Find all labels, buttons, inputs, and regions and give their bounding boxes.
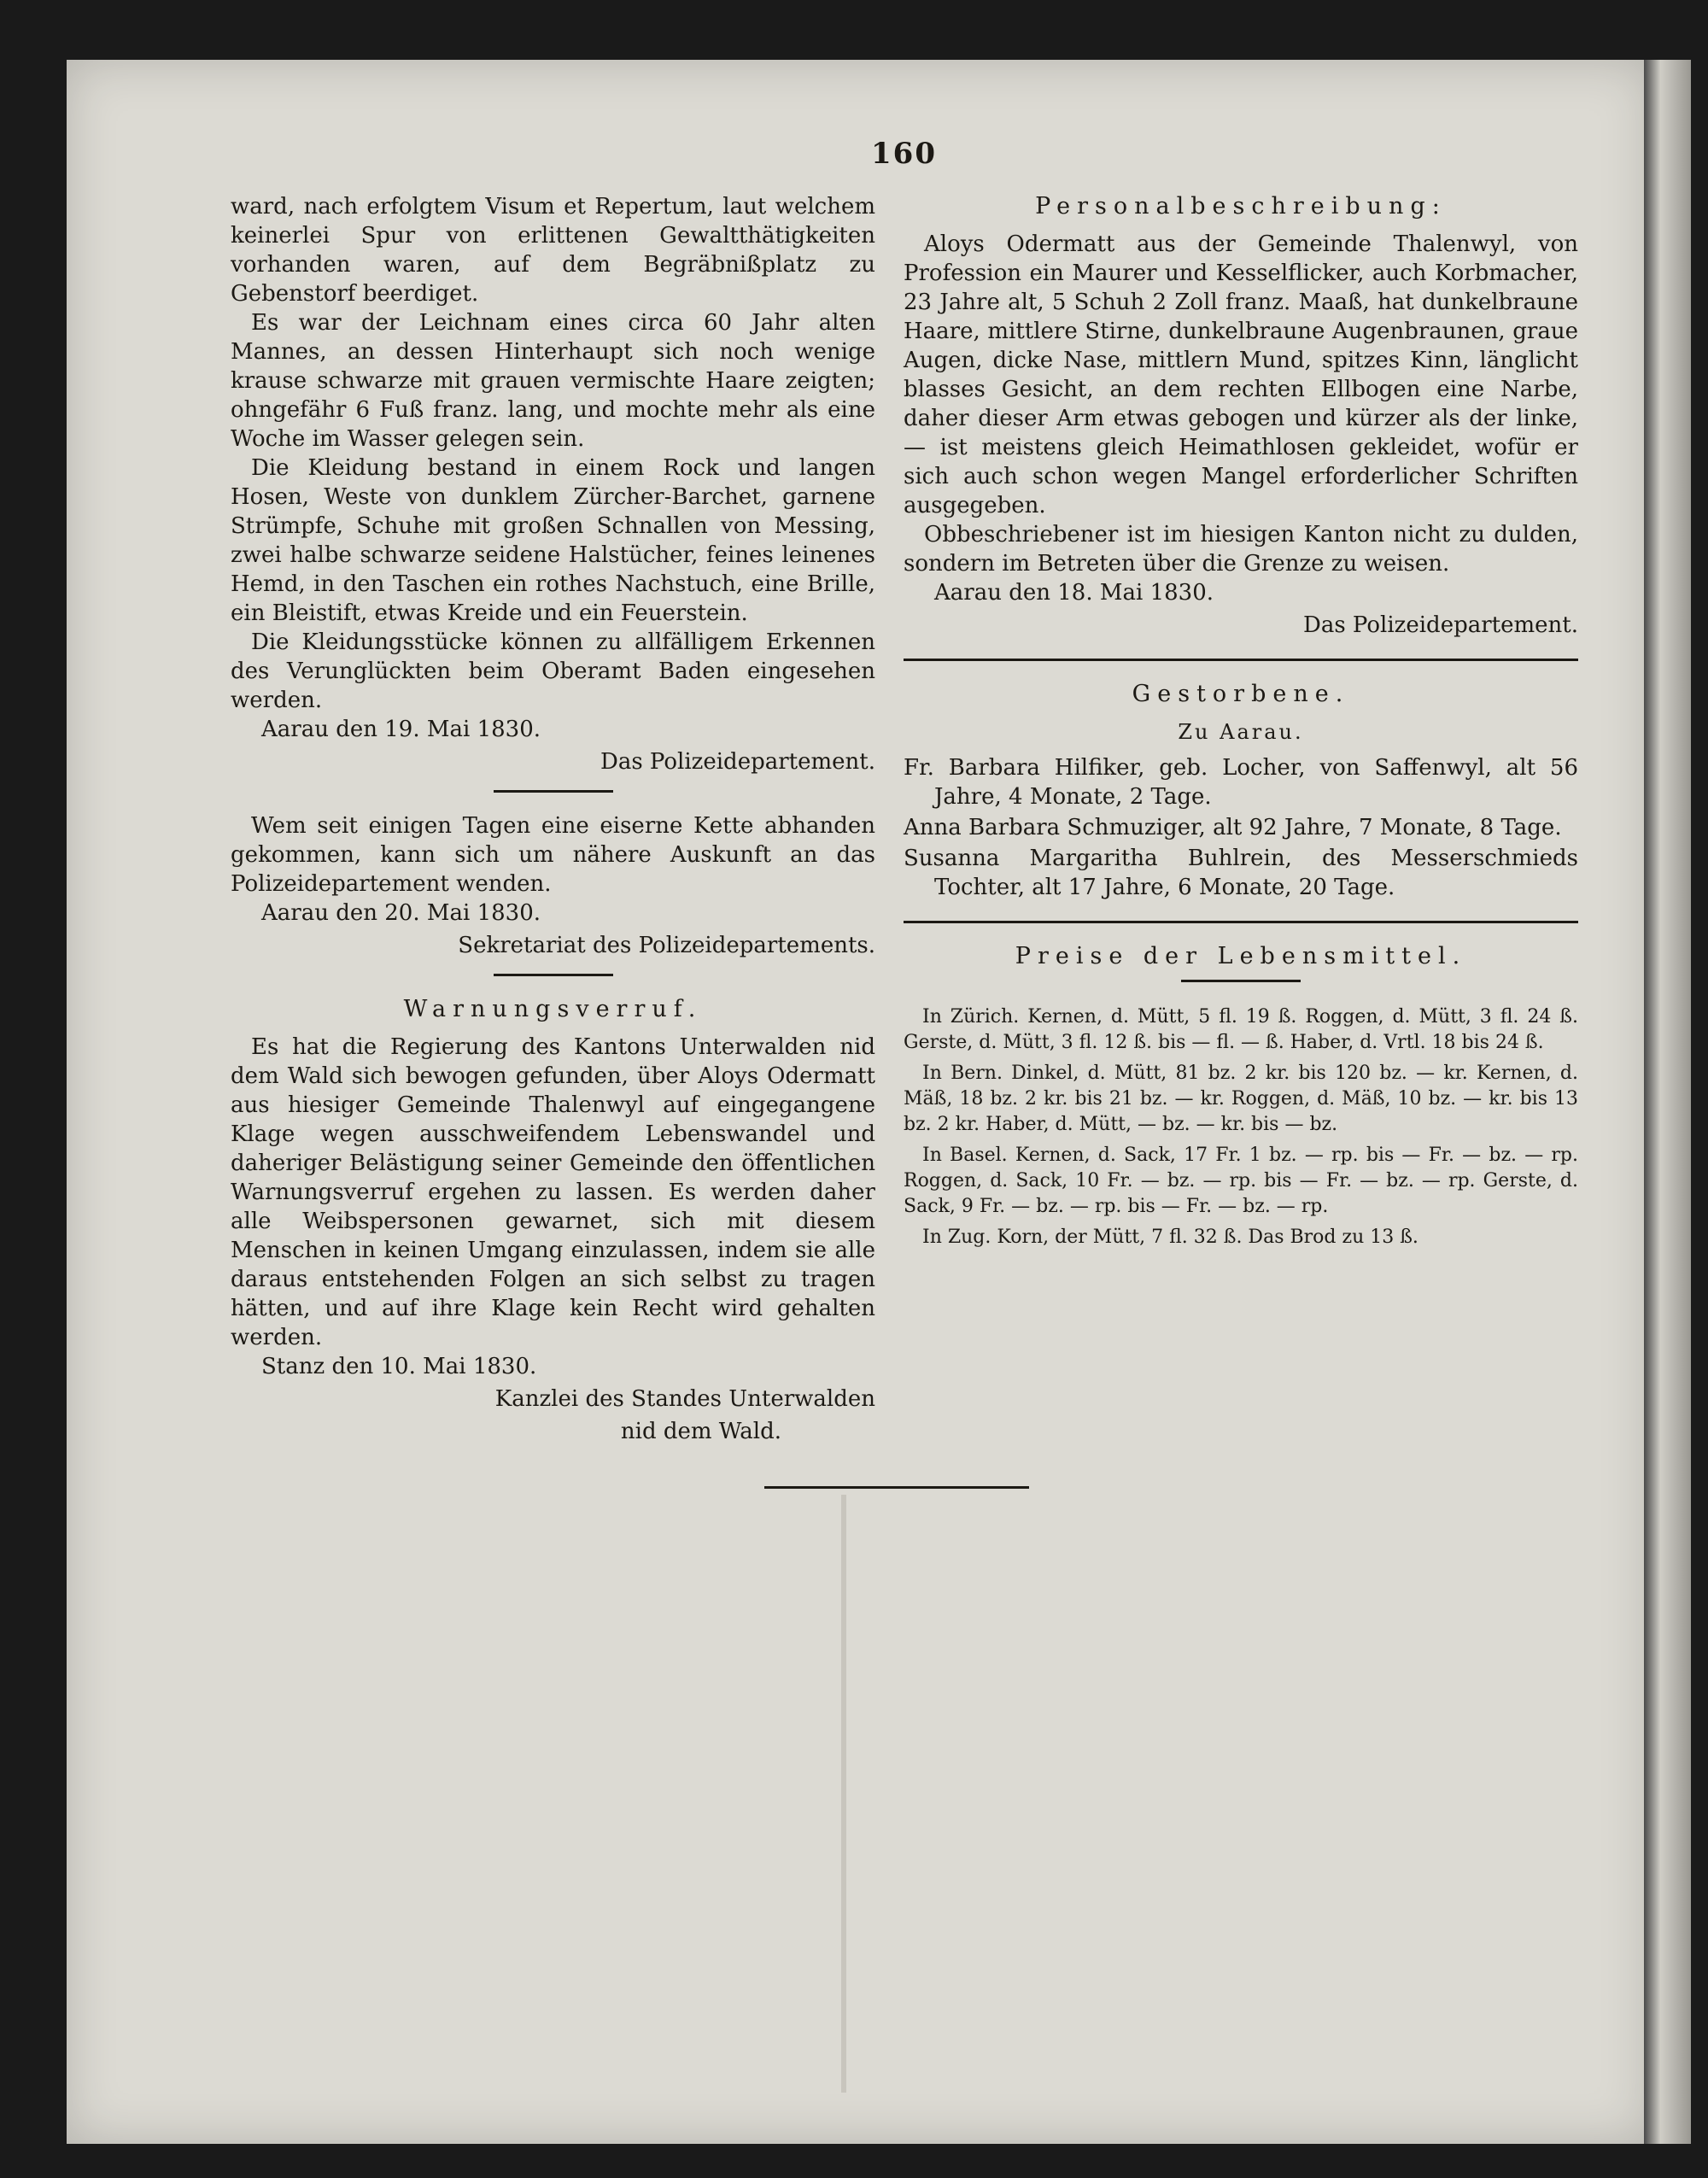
warning-title: Warnungsverruf. — [403, 996, 703, 1022]
section-divider — [904, 659, 1578, 661]
notice-signature: Das Polizeidepartement. — [600, 749, 875, 775]
left-column — [231, 192, 875, 1451]
description-text: Obbeschriebener ist im hiesigen Kanton nicht zu dulden, sondern im Betreten über die Grenze zu weisen. — [904, 522, 1578, 577]
prices-section — [904, 942, 1578, 1250]
corpse-paragraph: Es war der Leichnam eines circa 60 Jahr alten Mannes, an dessen Hinterhaupt sich noch wenige krause schwarze mit grauen vermischte Haare zeigten; ohngefähr 6 Fuß franz. lang, und mochte mehr als eine Woche im Wasser gelegen sein. — [231, 310, 875, 452]
deaths-title: Gestorbene. — [1132, 681, 1350, 707]
right-column — [904, 192, 1578, 1256]
page-number: 160 — [871, 137, 937, 171]
paper-fold — [841, 1495, 846, 2093]
prices-title: Preise der Lebensmittel. — [1015, 943, 1467, 969]
price-entry: In Zug. Korn, der Mütt, 7 fl. 32 ß. Das Brod zu 13 ß. — [922, 1227, 1418, 1248]
chain-notice — [231, 811, 875, 960]
price-entry: In Zürich. Kernen, d. Mütt, 5 fl. 19 ß. Roggen, d. Mütt, 3 fl. 24 ß. Gerste, d. Mütt, 3 fl. 12 ß. bis — fl. — ß. Haber, d. Vrtl. 18 bis 24 ß. — [904, 1006, 1578, 1053]
divider — [494, 790, 613, 793]
notice-date: Aarau den 20. Mai 1830. — [261, 900, 541, 926]
notice-signature: Das Polizeidepartement. — [1302, 612, 1578, 638]
chain-text: Wem seit einigen Tagen eine eiserne Kette abhanden gekommen, kann sich um nähere Auskunft an das Polizeidepartement wenden. — [231, 813, 875, 897]
notice-signature: nid dem Wald. — [620, 1419, 781, 1444]
corpse-paragraph: Die Kleidung bestand in einem Rock und langen Hosen, Weste von dunklem Zürcher-Barchet, garnene Strümpfe, Schuhe mit großen Schnallen von Messing, zwei halbe schwarze seidene Halstücher, feines leinenes Hemd, in den Taschen ein rothes Nachstuch, eine Brille, ein Bleistift, etwas Kreide und ein Feuerstein. — [231, 455, 875, 626]
notice-signature: Sekretariat des Polizeidepartements. — [458, 933, 875, 958]
personal-description — [904, 192, 1578, 640]
notice-date: Aarau den 18. Mai 1830. — [934, 580, 1214, 606]
death-entry: Susanna Margaritha Buhlrein, des Messerschmieds Tochter, alt 17 Jahre, 6 Monate, 20 Tage. — [904, 846, 1578, 900]
warning-text: Es hat die Regierung des Kantons Unterwalden nid dem Wald sich bewogen gefunden, über Aloys Odermatt aus hiesiger Gemeinde Thalenwyl auf eingegangene Klage wegen ausschweifendem Lebenswandel und daheriger Belästigung seiner Gemeinde den öffentlichen Warnungsverruf ergehen zu lassen. Es werden daher alle Weibspersonen gewarnet, sich mit diesem Menschen in keinen Umgang einzulassen, indem sie alle daraus entstehenden Folgen an sich selbst zu tragen hätten, und auf ihre Klage kein Recht wird gehalten werden. — [231, 1034, 875, 1350]
divider — [1181, 980, 1301, 982]
price-entry: In Bern. Dinkel, d. Mütt, 81 bz. 2 kr. bis 120 bz. — kr. Kernen, d. Mäß, 18 bz. 2 kr. bis 21 bz. — kr. Roggen, d. Mäß, 10 bz. — kr. bis 13 bz. 2 kr. Haber, d. Mütt, — bz. — kr. bis — bz. — [904, 1063, 1578, 1135]
description-title: Personalbeschreibung: — [1035, 193, 1447, 220]
corpse-paragraph: ward, nach erfolgtem Visum et Repertum, laut welchem keinerlei Spur von erlittenen Gewaltthätigkeiten vorhanden waren, auf dem Begräbnißplatz zu Gebenstorf beerdiget. — [231, 194, 875, 307]
death-entry: Fr. Barbara Hilfiker, geb. Locher, von Saffenwyl, alt 56 Jahre, 4 Monate, 2 Tage. — [904, 755, 1578, 810]
notice-date: Stanz den 10. Mai 1830. — [261, 1354, 537, 1379]
corpse-paragraph: Die Kleidungsstücke können zu allfälligem Erkennen des Verunglückten beim Oberamt Baden eingesehen werden. — [231, 629, 875, 713]
section-divider — [904, 921, 1578, 923]
death-entry: Anna Barbara Schmuziger, alt 92 Jahre, 7 Monate, 8 Tage. — [904, 815, 1562, 840]
description-text: Aloys Odermatt aus der Gemeinde Thalenwyl, von Profession ein Maurer und Kesselflicker, auch Korbmacher, 23 Jahre alt, 5 Schuh 2 Zoll franz. Maaß, hat dunkelbraune Haare, mittlere Stirne, dunkelbraune Augenbraunen, graue Augen, dicke Nase, mittlern Mund, spitzes Kinn, länglicht blasses Gesicht, an dem rechten Ellbogen eine Narbe, daher dieser Arm etwas gebogen und kürzer als der linke, — ist meistens gleich Heimathlosen gekleidet, wofür er sich auch schon wegen Mangel erforderlicher Schriften ausgegeben. — [904, 231, 1578, 518]
notice-signature: Kanzlei des Standes Unterwalden — [494, 1386, 875, 1412]
end-divider — [764, 1486, 1029, 1489]
warning-notice — [231, 995, 875, 1446]
divider — [494, 974, 613, 976]
corpse-notice — [231, 192, 875, 776]
page-edge — [1644, 60, 1691, 2144]
notice-date: Aarau den 19. Mai 1830. — [261, 717, 541, 742]
deaths-place: Zu Aarau. — [1178, 720, 1304, 744]
deaths-section — [904, 680, 1578, 902]
price-entry: In Basel. Kernen, d. Sack, 17 Fr. 1 bz. — rp. bis — Fr. — bz. — rp. Roggen, d. Sack, 10 Fr. — bz. — rp. bis — Fr. — bz. — rp. Gerste, d. Sack, 9 Fr. — bz. — rp. bis — Fr. — bz. — rp. — [904, 1145, 1578, 1217]
